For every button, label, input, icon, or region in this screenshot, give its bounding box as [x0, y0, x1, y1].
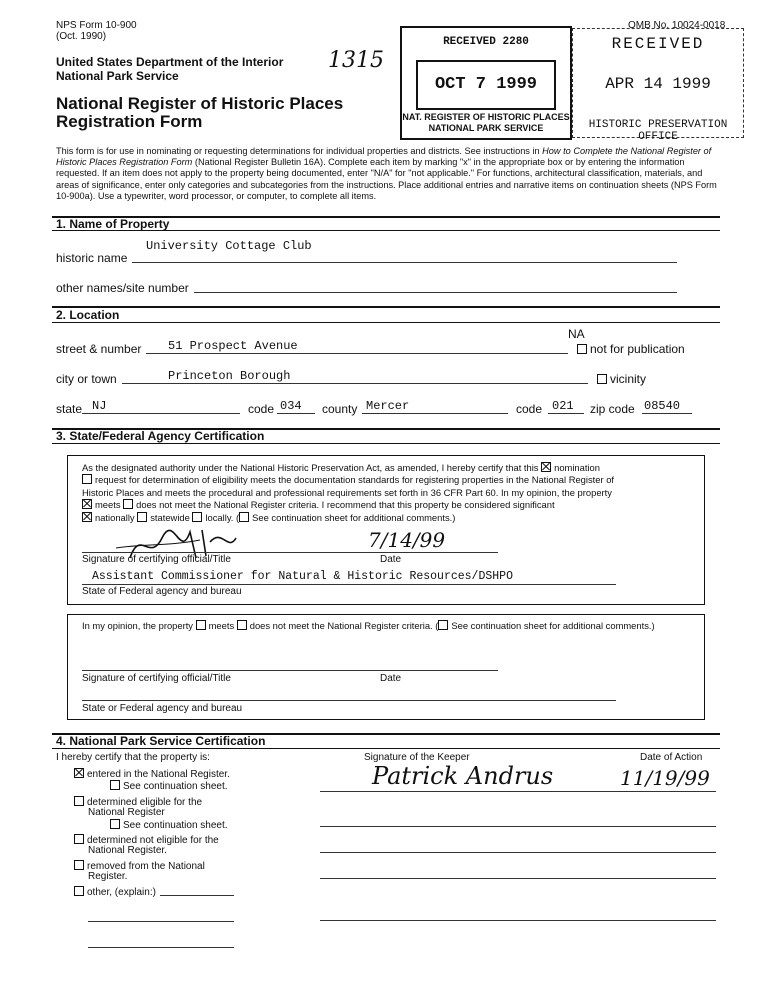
historic-name-label: historic name — [56, 251, 128, 265]
continuation-checkbox[interactable] — [239, 512, 249, 522]
omb-number: OMB No. 10024-0018 — [628, 20, 726, 31]
state-code-label: code — [248, 402, 275, 416]
agency-bureau-label: State of Federal agency and bureau — [82, 586, 242, 597]
section-2-heading: 2. Location — [56, 308, 120, 322]
opinion-continuation-checkbox[interactable] — [438, 620, 448, 630]
date-of-action-label: Date of Action — [640, 752, 703, 763]
keeper-signature-label: Signature of the Keeper — [364, 752, 470, 763]
vicinity-checkbox[interactable] — [597, 374, 607, 384]
street-label: street & number — [56, 342, 142, 356]
option-other[interactable]: other, (explain:) — [74, 886, 156, 899]
vicinity[interactable]: vicinity — [597, 372, 646, 386]
city-label: city or town — [56, 372, 117, 386]
county-code-value[interactable]: 021 — [552, 399, 574, 413]
agency-name: National Park Service — [56, 69, 179, 83]
instructions-paragraph: This form is for use in nominating or requesting determinations for individual properties and districts. See instructions in How to Complete the National Register of Historic Places Registration Form (National Register Bulletin 16A). Complete each item by marking "x" in the appropriate box or by entering the information requested. If an item does not apply to the property being documented, enter "N/A" for "not applicable." For functions, architectural classification, materials, and areas of significance, enter only categories and subcategories from the instructions. Place additional entries and narrative items on continuation sheets (NPS Form 10-900a). Use a typewriter, word processor, or computer, to complete all items. — [56, 146, 717, 201]
option-entered-continuation[interactable]: See continuation sheet. — [110, 780, 228, 793]
section-3-heading: 3. State/Federal Agency Certification — [56, 429, 265, 443]
request-checkbox[interactable] — [82, 474, 92, 484]
city-value[interactable]: Princeton Borough — [168, 369, 291, 383]
option-removed[interactable]: removed from the National — [74, 860, 205, 873]
option-eligible-continuation[interactable]: See continuation sheet. — [110, 819, 228, 832]
zip-label: zip code — [590, 402, 635, 416]
department-name: United States Department of the Interior — [56, 55, 284, 69]
not-for-publication-checkbox[interactable] — [577, 344, 587, 354]
eligible-checkbox[interactable] — [74, 796, 84, 806]
stamp-received-text-hpo: RECEIVED — [611, 35, 705, 53]
other-checkbox[interactable] — [74, 886, 84, 896]
not-eligible-checkbox[interactable] — [74, 834, 84, 844]
official-title-value[interactable]: Assistant Commissioner for Natural & Historic Resources/DSHPO — [92, 570, 513, 583]
received-stamp-hpo — [572, 28, 744, 143]
option-not-eligible-line2: National Register. — [88, 845, 167, 856]
keeper-signature: Patrick Andrus — [372, 762, 554, 790]
stamp-date-nps: OCT 7 1999 — [416, 60, 556, 110]
page-subtitle: Registration Form — [56, 112, 203, 131]
state-value[interactable]: NJ — [92, 399, 107, 413]
opinion-meets-checkbox[interactable] — [196, 620, 206, 630]
opinion-text: In my opinion, the property meets does not meet the National Register criteria. ( See continuation sheet for additional comments.) — [82, 620, 655, 631]
nationally-checkbox[interactable] — [82, 512, 92, 522]
certification-text: As the designated authority under the National Historic Preservation Act, as amended, I hereby certify that this nomination request for determination of eligibility meets the documentation standards for registering properties in the National Register of Historic Places and meets the procedural and professional requirements set forth in 36 CFR Part 60. In my opinion, the property meets does not meet the National Register criteria. I recommend that this property be considered significant nationally statewide locally. ( See continuation sheet for additional comments.) — [82, 462, 615, 523]
stamp-date-hpo: APR 14 1999 — [605, 75, 711, 93]
meets-checkbox[interactable] — [82, 499, 92, 509]
removed-checkbox[interactable] — [74, 860, 84, 870]
county-code-label: code — [516, 402, 543, 416]
option-not-eligible[interactable]: determined not eligible for the — [74, 834, 219, 847]
eligible-continuation-checkbox[interactable] — [110, 819, 120, 829]
other-explain-field[interactable] — [160, 895, 234, 896]
option-entered[interactable]: entered in the National Register. — [74, 768, 230, 781]
state-label: state — [56, 402, 83, 416]
stamp-footer-hpo: HISTORIC PRESERVATION OFFICE — [588, 119, 728, 143]
action-date-handwritten: 11/19/99 — [620, 766, 710, 790]
date-label-2: Date — [380, 673, 402, 684]
option-eligible-line2: National Register — [88, 807, 165, 818]
received-stamp-nps — [400, 26, 572, 140]
not-for-publication[interactable]: not for publication — [577, 342, 685, 356]
agency-bureau-label-2: State or Federal agency and bureau — [82, 703, 243, 714]
entered-continuation-checkbox[interactable] — [110, 780, 120, 790]
stamp-footer-2: NATIONAL PARK SERVICE — [428, 123, 544, 133]
section-4-heading: 4. National Park Service Certification — [56, 734, 266, 748]
stamp-footer-1: NAT. REGISTER OF HISTORIC PLACES — [402, 112, 570, 122]
zip-value[interactable]: 08540 — [644, 399, 681, 413]
section-1-heading: 1. Name of Property — [56, 217, 170, 231]
entered-checkbox[interactable] — [74, 768, 84, 778]
option-removed-line2: Register. — [88, 871, 128, 882]
option-eligible[interactable]: determined eligible for the — [74, 796, 202, 809]
county-value[interactable]: Mercer — [366, 399, 410, 413]
state-code-value[interactable]: 034 — [280, 399, 302, 413]
street-value[interactable]: 51 Prospect Avenue — [168, 339, 298, 353]
historic-name-value[interactable]: University Cottage Club — [146, 239, 312, 253]
page-title: National Register of Historic Places — [56, 94, 344, 113]
county-label: county — [322, 402, 358, 416]
other-names-field[interactable] — [194, 292, 677, 293]
nomination-checkbox[interactable] — [541, 462, 551, 472]
na-value: NA — [568, 327, 585, 341]
certification-date-handwritten: 7/14/99 — [368, 528, 446, 552]
signature-label-2: Signature of certifying official/Title — [82, 673, 231, 684]
opinion-not-meet-checkbox[interactable] — [237, 620, 247, 630]
certify-statement: I hereby certify that the property is: — [56, 752, 210, 763]
does-not-meet-checkbox[interactable] — [123, 499, 133, 509]
signature-label: Signature of certifying official/Title — [82, 554, 231, 565]
stamp-received-text: RECEIVED 2280 — [443, 36, 529, 48]
form-date: (Oct. 1990) — [56, 31, 107, 42]
other-names-label: other names/site number — [56, 281, 189, 295]
handwritten-number: 1315 — [328, 48, 384, 73]
form-number: NPS Form 10-900 — [56, 20, 137, 31]
date-label: Date — [380, 554, 402, 565]
